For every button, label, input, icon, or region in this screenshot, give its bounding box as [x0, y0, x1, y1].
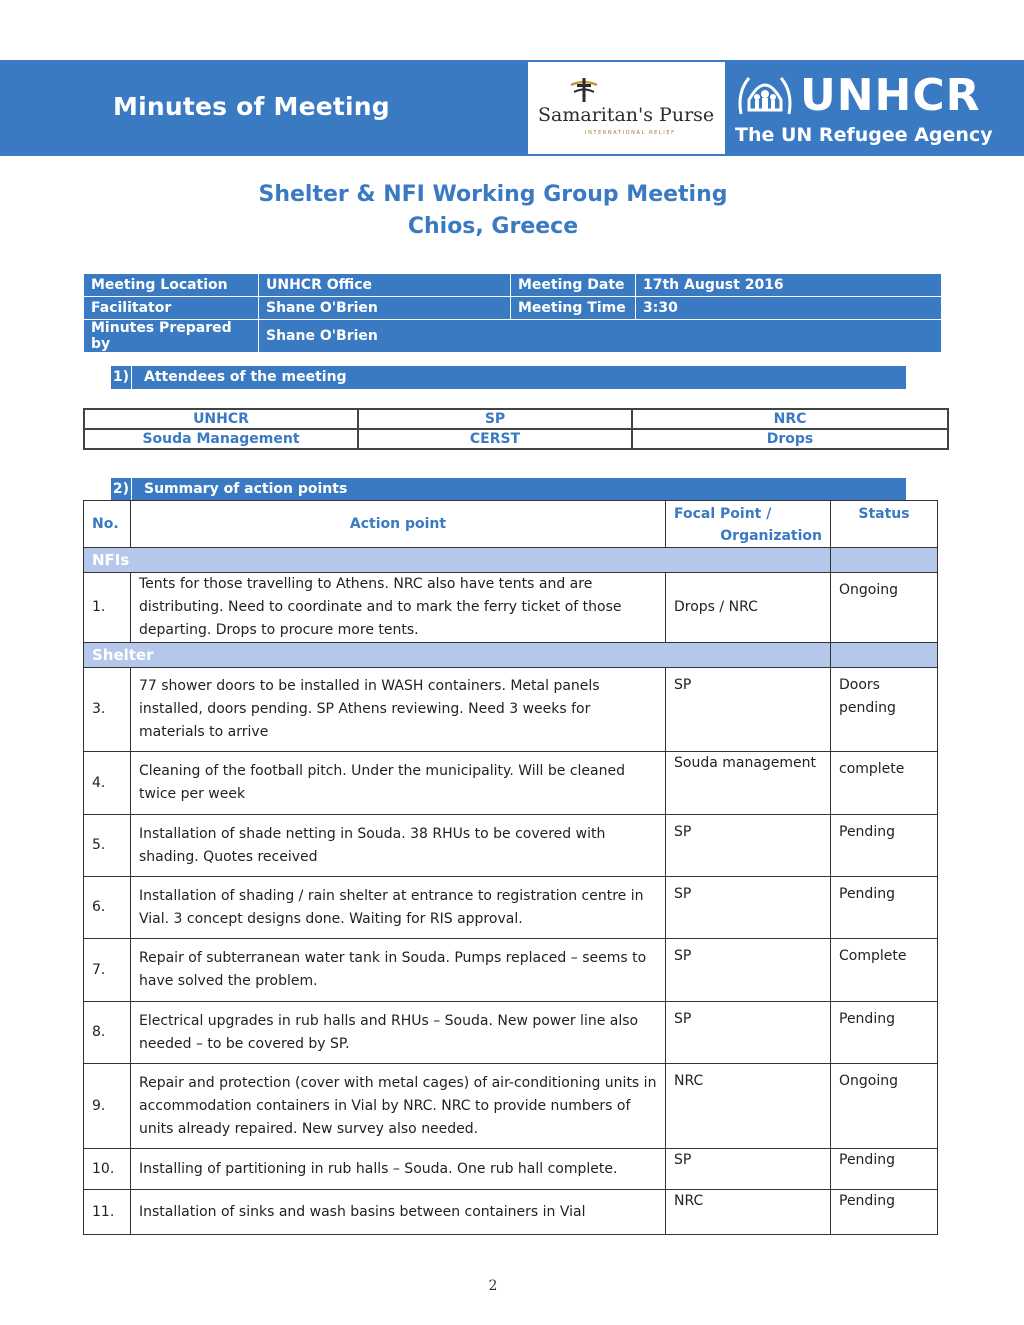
section-label: Summary of action points	[144, 481, 348, 497]
row-status: Pending	[831, 1190, 938, 1235]
table-row	[84, 815, 938, 877]
prepared-label: Minutes Prepared by	[84, 320, 259, 353]
attendees-section-header	[111, 366, 906, 389]
row-focal-point: Souda management	[666, 752, 831, 815]
row-number: 3.	[84, 668, 131, 752]
row-action: Installing of partitioning in rub halls – Souda. One rub hall complete.	[131, 1149, 666, 1190]
table-row	[84, 573, 938, 643]
table-header-row	[84, 501, 938, 548]
header-banner	[0, 60, 1024, 156]
row-number: 5.	[84, 815, 131, 877]
meeting-info-table	[83, 273, 942, 353]
partner-logo-tagline: INTERNATIONAL RELIEF	[585, 130, 676, 136]
table-row	[84, 429, 948, 449]
section-label: Attendees of the meeting	[144, 369, 347, 385]
location-value: UNHCR Office	[259, 274, 511, 297]
attendee-cell: UNHCR	[84, 409, 358, 429]
category-row	[84, 643, 938, 668]
attendee-cell: CERST	[358, 429, 632, 449]
row-focal-point: NRC	[666, 1064, 831, 1149]
table-row	[84, 877, 938, 939]
page-number: 2	[488, 1278, 498, 1294]
attendees-table	[83, 408, 949, 450]
row-action: Repair and protection (cover with metal cages) of air-conditioning units in accommodation containers in Vial by NRC. NRC to provide numbers of units already repaired. New survey also needed.	[131, 1064, 666, 1149]
table-row	[84, 274, 942, 297]
section-number: 1)	[111, 366, 132, 389]
banner-title: Minutes of Meeting	[113, 92, 390, 121]
date-label: Meeting Date	[511, 274, 636, 297]
unhcr-emblem-icon	[735, 70, 795, 120]
row-number: 4.	[84, 752, 131, 815]
row-number: 11.	[84, 1190, 131, 1235]
row-number: 1.	[84, 573, 131, 643]
row-action: Electrical upgrades in rub halls and RHUs – Souda. New power line also needed – to be covered by SP.	[131, 1002, 666, 1064]
row-status: Pending	[831, 815, 938, 877]
row-status: Pending	[831, 1002, 938, 1064]
row-number: 7.	[84, 939, 131, 1002]
row-focal-point: SP	[666, 877, 831, 939]
table-row	[84, 668, 938, 752]
table-row	[84, 1002, 938, 1064]
row-focal-point: SP	[666, 939, 831, 1002]
attendee-cell: Souda Management	[84, 429, 358, 449]
facilitator-label: Facilitator	[84, 297, 259, 320]
row-status: Ongoing	[831, 573, 938, 643]
row-number: 6.	[84, 877, 131, 939]
header-focal-point	[666, 501, 831, 548]
header-no: No.	[84, 501, 131, 548]
row-status: Doors pending	[831, 668, 938, 752]
date-value: 17th August 2016	[636, 274, 942, 297]
table-row	[84, 939, 938, 1002]
row-number: 10.	[84, 1149, 131, 1190]
table-row	[84, 297, 942, 320]
category-spacer	[831, 548, 938, 573]
row-focal-point: Drops / NRC	[666, 573, 831, 643]
row-focal-point: SP	[666, 815, 831, 877]
table-row	[84, 1149, 938, 1190]
category-label: NFIs	[84, 548, 831, 573]
row-action: Installation of sinks and wash basins between containers in Vial	[131, 1190, 666, 1235]
row-focal-point: SP	[666, 668, 831, 752]
header-status: Status	[831, 501, 938, 548]
category-row	[84, 548, 938, 573]
row-action: 77 shower doors to be installed in WASH containers. Metal panels installed, doors pending. SP Athens reviewing. Need 3 weeks for materials to arrive	[131, 668, 666, 752]
actions-section-header	[111, 478, 906, 501]
row-focal-point: NRC	[666, 1190, 831, 1235]
document-title: Shelter & NFI Working Group Meeting	[258, 182, 728, 207]
facilitator-value: Shane O'Brien	[259, 297, 511, 320]
row-action: Installation of shading / rain shelter at entrance to registration centre in Vial. 3 concept designs done. Waiting for RIS approval.	[131, 877, 666, 939]
category-spacer	[831, 643, 938, 668]
row-status: Complete	[831, 939, 938, 1002]
prepared-value: Shane O'Brien	[259, 320, 942, 353]
samaritans-purse-logo	[528, 62, 725, 154]
document-subtitle: Chios, Greece	[407, 214, 579, 239]
action-points-table	[83, 500, 938, 1235]
row-action: Cleaning of the football pitch. Under the municipality. Will be cleaned twice per week	[131, 752, 666, 815]
row-focal-point: SP	[666, 1149, 831, 1190]
header-focal-line2: Organization	[720, 528, 822, 544]
row-status: Ongoing	[831, 1064, 938, 1149]
row-status: Pending	[831, 1149, 938, 1190]
agency-logo-name: UNHCR	[800, 70, 981, 121]
header-focal-line1: Focal Point /	[674, 506, 772, 522]
attendee-cell: SP	[358, 409, 632, 429]
agency-logo-tagline: The UN Refugee Agency	[735, 124, 993, 146]
row-action: Tents for those travelling to Athens. NRC also have tents and are distributing. Need to coordinate and to mark the ferry ticket of those departing. Drops to procure more tents.	[131, 573, 666, 643]
table-row	[84, 752, 938, 815]
row-status: complete	[831, 752, 938, 815]
row-action: Repair of subterranean water tank in Souda. Pumps replaced – seems to have solved the problem.	[131, 939, 666, 1002]
table-row	[84, 409, 948, 429]
partner-logo-name: Samaritan's Purse	[538, 104, 715, 126]
time-value: 3:30	[636, 297, 942, 320]
attendee-cell: Drops	[632, 429, 948, 449]
table-row	[84, 1064, 938, 1149]
row-action: Installation of shade netting in Souda. 38 RHUs to be covered with shading. Quotes received	[131, 815, 666, 877]
row-status: Pending	[831, 877, 938, 939]
row-number: 8.	[84, 1002, 131, 1064]
time-label: Meeting Time	[511, 297, 636, 320]
table-row	[84, 320, 942, 353]
row-number: 9.	[84, 1064, 131, 1149]
header-action: Action point	[131, 501, 666, 548]
location-label: Meeting Location	[84, 274, 259, 297]
category-label: Shelter	[84, 643, 831, 668]
attendee-cell: NRC	[632, 409, 948, 429]
row-focal-point: SP	[666, 1002, 831, 1064]
cross-emblem-icon	[568, 76, 600, 104]
table-row	[84, 1190, 938, 1235]
section-number: 2)	[111, 478, 132, 501]
